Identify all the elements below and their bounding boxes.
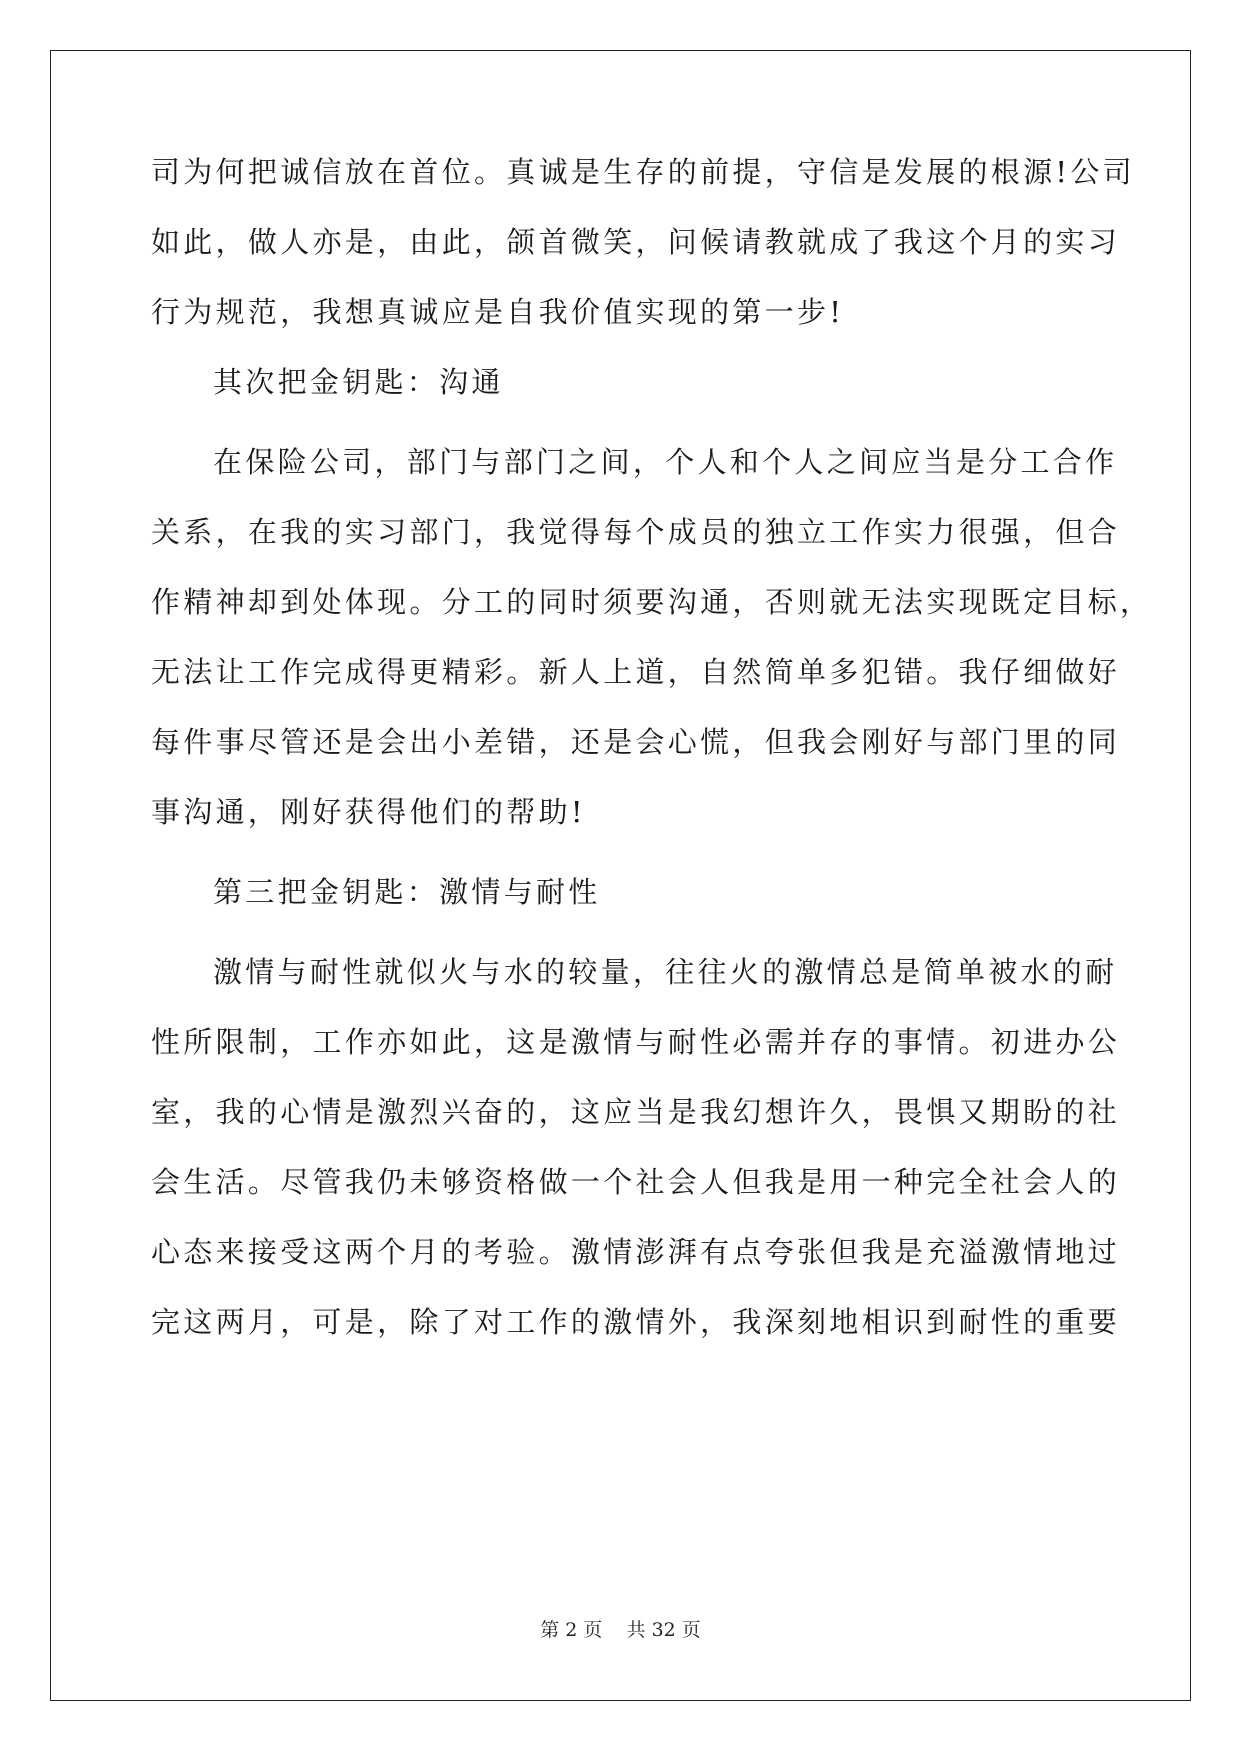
text-line: 作精神却到处体现。分工的同时须要沟通，否则就无法实现既定目标， bbox=[151, 585, 1153, 619]
text-line: 完这两月，可是，除了对工作的激情外，我深刻地相识到耐性的重要 bbox=[151, 1305, 1121, 1339]
text-line: 如此，做人亦是，由此，颌首微笑，问候请教就成了我这个月的实习 bbox=[151, 225, 1121, 259]
text-line: 在保险公司，部门与部门之间，个人和个人之间应当是分工合作 bbox=[213, 445, 1118, 479]
page-number-footer: 第 2 页 共 32 页 bbox=[540, 1619, 701, 1641]
text-line: 行为规范，我想真诚应是自我价值实现的第一步! bbox=[151, 295, 845, 329]
text-line: 激情与耐性就似火与水的较量，往往火的激情总是简单被水的耐 bbox=[213, 955, 1118, 989]
section-heading: 第三把金钥匙：激情与耐性 bbox=[213, 875, 601, 909]
text-line: 心态来接受这两个月的考验。激情澎湃有点夸张但我是充溢激情地过 bbox=[151, 1235, 1121, 1269]
text-line: 性所限制，工作亦如此，这是激情与耐性必需并存的事情。初进办公 bbox=[151, 1025, 1121, 1059]
text-line: 会生活。尽管我仍未够资格做一个社会人但我是用一种完全社会人的 bbox=[151, 1165, 1121, 1199]
section-heading: 其次把金钥匙：沟通 bbox=[213, 365, 504, 399]
text-line: 司为何把诚信放在首位。真诚是生存的前提，守信是发展的根源!公司 bbox=[151, 155, 1135, 189]
text-line: 事沟通，刚好获得他们的帮助! bbox=[151, 795, 586, 829]
text-line: 关系，在我的实习部门，我觉得每个成员的独立工作实力很强，但合 bbox=[151, 515, 1121, 549]
text-line: 每件事尽管还是会出小差错，还是会心慌，但我会刚好与部门里的同 bbox=[151, 725, 1121, 759]
text-line: 无法让工作完成得更精彩。新人上道，自然简单多犯错。我仔细做好 bbox=[151, 655, 1121, 689]
text-line: 室，我的心情是激烈兴奋的，这应当是我幻想许久，畏惧又期盼的社 bbox=[151, 1095, 1121, 1129]
